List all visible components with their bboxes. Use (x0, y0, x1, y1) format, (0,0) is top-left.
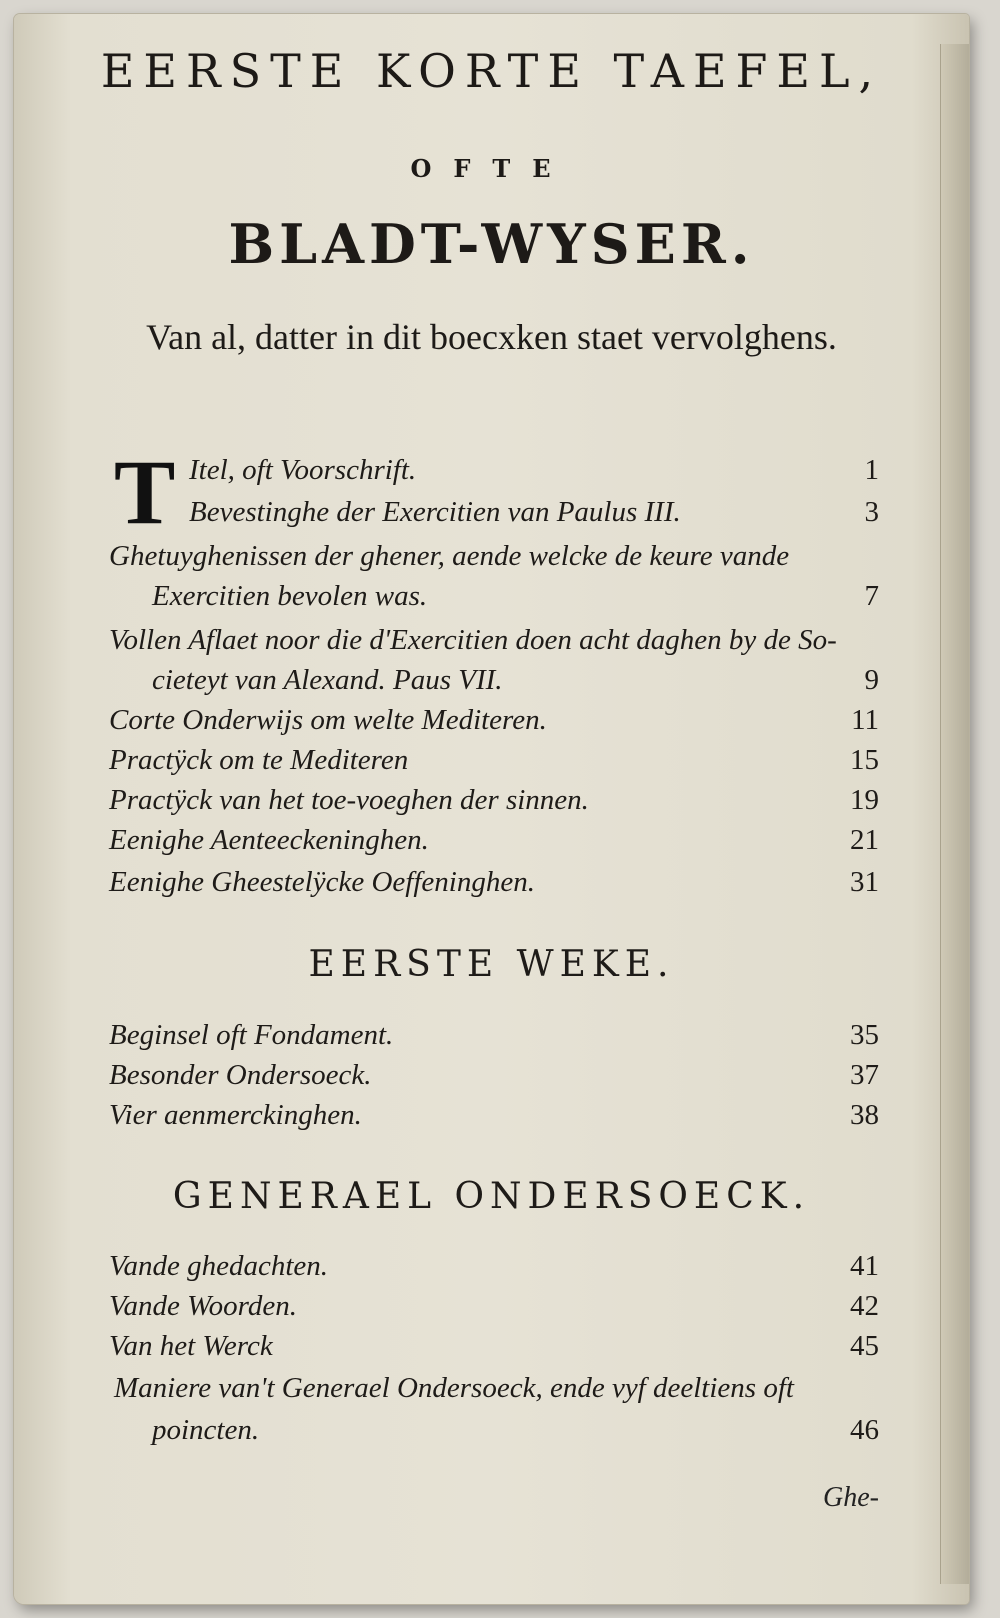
toc-row (14, 1099, 969, 1139)
toc-entry-text: Van het Werck (109, 1330, 273, 1362)
toc-entry-page: 1 (864, 454, 879, 486)
toc-entry-page: 42 (850, 1290, 879, 1322)
toc-entry-page: 38 (850, 1099, 879, 1131)
toc-entry-page: 7 (864, 580, 879, 612)
toc-entry-page: 11 (851, 704, 879, 736)
toc-entry-page: 21 (850, 824, 879, 856)
toc-entry-page: 35 (850, 1019, 879, 1051)
toc-entry-text: Practÿck van het toe-voeghen der sinnen. (109, 784, 589, 816)
toc-entry-page: 15 (850, 744, 879, 776)
toc-row (14, 540, 969, 580)
toc-entry-text: Ghetuyghenissen der ghener, aende welcke de keure vande (109, 540, 790, 572)
toc-entry-text: Bevestinghe der Exercitien van Paulus III. (189, 496, 681, 528)
toc-row (14, 744, 969, 784)
subtitle: Van al, datter in dit boecxken staet vervolghens. (146, 317, 837, 357)
toc-row (14, 824, 969, 864)
toc-row (14, 624, 969, 664)
toc-entry-text: Eenighe Gheestelÿcke Oeffeninghen. (109, 866, 535, 898)
toc-row (14, 664, 969, 704)
toc-entry-text: poincten. (152, 1414, 260, 1446)
catchword: Ghe- (823, 1482, 879, 1513)
toc-row (14, 1290, 969, 1330)
title-line-1: EERSTE KORTE TAEFEL, (100, 44, 883, 98)
section-heading-generael-ondersoeck: GENERAEL ONDERSOECK. (172, 1176, 811, 1217)
toc-row (14, 704, 969, 744)
toc-entry-page: 31 (850, 866, 879, 898)
toc-entry-text: Exercitien bevolen was. (152, 580, 428, 612)
toc-entry-text: Vier aenmerckinghen. (109, 1099, 362, 1131)
toc-entry-text: Maniere van't Generael Ondersoeck, ende vyf deeltiens oft (114, 1372, 794, 1404)
toc-entry-page: 37 (850, 1059, 879, 1091)
toc-row (14, 580, 969, 620)
title-line-2: OFTE (410, 154, 573, 183)
book-page (14, 14, 969, 1604)
toc-row (14, 1019, 969, 1059)
toc-entry-text: Vande Woorden. (109, 1290, 297, 1322)
toc-row (14, 1059, 969, 1099)
toc-entry-page: 45 (850, 1330, 879, 1362)
toc-entry-text: Vande ghedachten. (109, 1250, 329, 1282)
toc-row (14, 784, 969, 824)
toc-row (14, 1414, 969, 1454)
toc-row (14, 496, 969, 536)
toc-entry-page: 19 (850, 784, 879, 816)
toc-entry-page: 41 (850, 1250, 879, 1282)
toc-row (14, 454, 969, 494)
title-line-3: BLADT-WYSER. (228, 212, 755, 276)
toc-row (14, 1330, 969, 1370)
toc-entry-text: Eenighe Aenteeckeninghen. (109, 824, 429, 856)
drop-cap: T (114, 441, 176, 543)
toc-row (14, 1250, 969, 1290)
toc-entry-text: cieteyt van Alexand. Paus VII. (152, 664, 503, 696)
toc-entry-text: Beginsel oft Fondament. (109, 1019, 394, 1051)
toc-entry-page: 9 (864, 664, 879, 696)
toc-row (14, 1372, 969, 1412)
toc-entry-text: Practÿck om te Mediteren (109, 744, 409, 776)
toc-entry-text: Itel, oft Voorschrift. (189, 454, 417, 486)
toc-entry-text: Besonder Ondersoeck. (109, 1059, 372, 1091)
section-heading-eerste-weke: EERSTE WEKE. (308, 944, 675, 985)
toc-entry-text: Corte Onderwijs om welte Mediteren. (109, 704, 547, 736)
toc-entry-page: 3 (864, 496, 879, 528)
toc-entry-page: 46 (850, 1414, 879, 1446)
toc-entry-text: Vollen Aflaet noor die d'Exercitien doen acht daghen by de So- (109, 624, 837, 656)
toc-row (14, 866, 969, 906)
